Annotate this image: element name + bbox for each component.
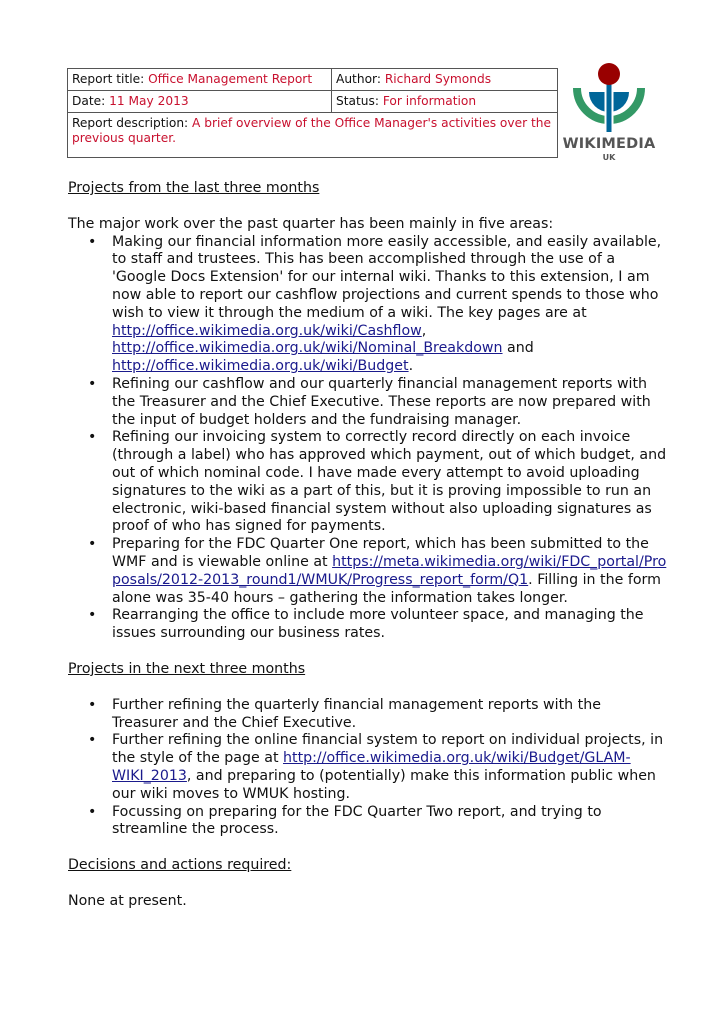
decisions-text: None at present. [68, 892, 187, 909]
list-item: • Rearranging the office to include more volunteer space, and managing the issues surrounding our business rates. [88, 607, 644, 642]
cashflow-link[interactable]: http://office.wikimedia.org.uk/wiki/Cashflow [112, 322, 422, 339]
report-title-cell [68, 69, 332, 91]
list-item: • Making our financial information more easily accessible, and easily available, to staff and trustees. This has been accomplished through the use of a 'Google Docs Extension' for our internal wiki. Thanks to this extension, I am now able to report our cashflow projections and current spends to those who wish to view it through the medium of a wiki. The key pages are at http://office.wikimedia.org.uk/wiki/Cashflow, http://office.wikimedia.org.uk/wiki/Nominal_Breakdown and http://office.wikimedia.org.uk/wiki/Budget. [88, 233, 662, 375]
description-label: Report description: [72, 116, 189, 130]
bullet-icon: • [88, 233, 97, 250]
author-label: Author: [336, 72, 381, 86]
author-cell [332, 69, 558, 91]
bullet-icon: • [88, 696, 97, 713]
section-heading-decisions: Decisions and actions required: [68, 857, 292, 874]
description-cell [68, 113, 558, 158]
section-heading-last-three-months: Projects from the last three months [68, 180, 320, 196]
bullet-icon: • [88, 375, 97, 392]
status-cell [332, 91, 558, 113]
logo-subtitle: UK [602, 153, 616, 162]
list-item: • Refining our cashflow and our quarterly financial management reports with the Treasurer and the Chief Executive. These reports are now prepared with the input of budget holders and the fundraising manager. [88, 375, 651, 428]
last-quarter-list [68, 234, 668, 643]
report-title-label: Report title: [72, 72, 145, 86]
date-label: Date: [72, 94, 106, 108]
date-cell [68, 91, 332, 113]
author-value: Richard Symonds [384, 72, 492, 86]
bullet-icon: • [88, 536, 97, 553]
description-value: A brief overview of the Office Manager's activities over the previous quarter. [72, 116, 551, 145]
bullet-icon: • [88, 607, 97, 624]
status-value: For information [382, 94, 477, 108]
report-body [68, 180, 668, 911]
wikimedia-logo-icon [560, 62, 658, 136]
report-header-table [67, 68, 558, 158]
list-item: • Further refining the quarterly financial management reports with the Treasurer and the Chief Executive. [88, 696, 601, 731]
list-item: • Focussing on preparing for the FDC Quarter Two report, and trying to streamline the process. [88, 803, 602, 838]
next-quarter-list [68, 697, 668, 839]
section-intro: The major work over the past quarter has been mainly in five areas: [68, 215, 554, 232]
budget-link[interactable]: http://office.wikimedia.org.uk/wiki/Budget [112, 358, 409, 375]
list-item: • Refining our invoicing system to correctly record directly on each invoice (through a label) who has approved which payment, out of which budget, and out of which nominal code. I have made every attempt to avoid uploading signatures to the wiki as a part of this, but it is proving impossible to run an electronic, wiki-based financial system without also uploading signatures as proof of who has signed for payments. [88, 429, 667, 535]
list-item: • Further refining the online financial system to report on individual projects, in the style of the page at http://office.wikimedia.org.uk/wiki/Budget/GLAM-WIKI_2013, and preparing to (potentially) make this information public when our wiki moves to WMUK hosting. [88, 732, 664, 802]
nominal-breakdown-link[interactable]: http://office.wikimedia.org.uk/wiki/Nominal_Breakdown [112, 340, 503, 357]
report-title-value: Office Management Report [148, 72, 313, 86]
status-label: Status: [336, 94, 379, 108]
wikimedia-uk-logo [560, 62, 658, 166]
fdc-progress-report-link[interactable]: https://meta.wikimedia.org/wiki/FDC_portal/Proposals/2012-2013_round1/WMUK/Progress_report_form/Q1 [112, 553, 667, 588]
list-item: • Preparing for the FDC Quarter One report, which has been submitted to the WMF and is viewable online at https://meta.wikimedia.org/wiki/FDC_portal/Proposals/2012-2013_round1/WMUK/Progress_report_form/Q1. Filling in the form alone was 35-40 hours – gathering the information takes longer. [88, 536, 667, 606]
bullet-icon: • [88, 803, 97, 820]
logo-wordmark: WIKIMEDIA [562, 136, 656, 152]
bullet-icon: • [88, 429, 97, 446]
section-heading-next-three-months: Projects in the next three months [68, 660, 306, 677]
bullet-icon: • [88, 732, 97, 749]
date-value: 11 May 2013 [109, 94, 189, 108]
glam-wiki-budget-link[interactable]: http://office.wikimedia.org.uk/wiki/Budget/GLAM-WIKI_2013 [112, 750, 631, 784]
